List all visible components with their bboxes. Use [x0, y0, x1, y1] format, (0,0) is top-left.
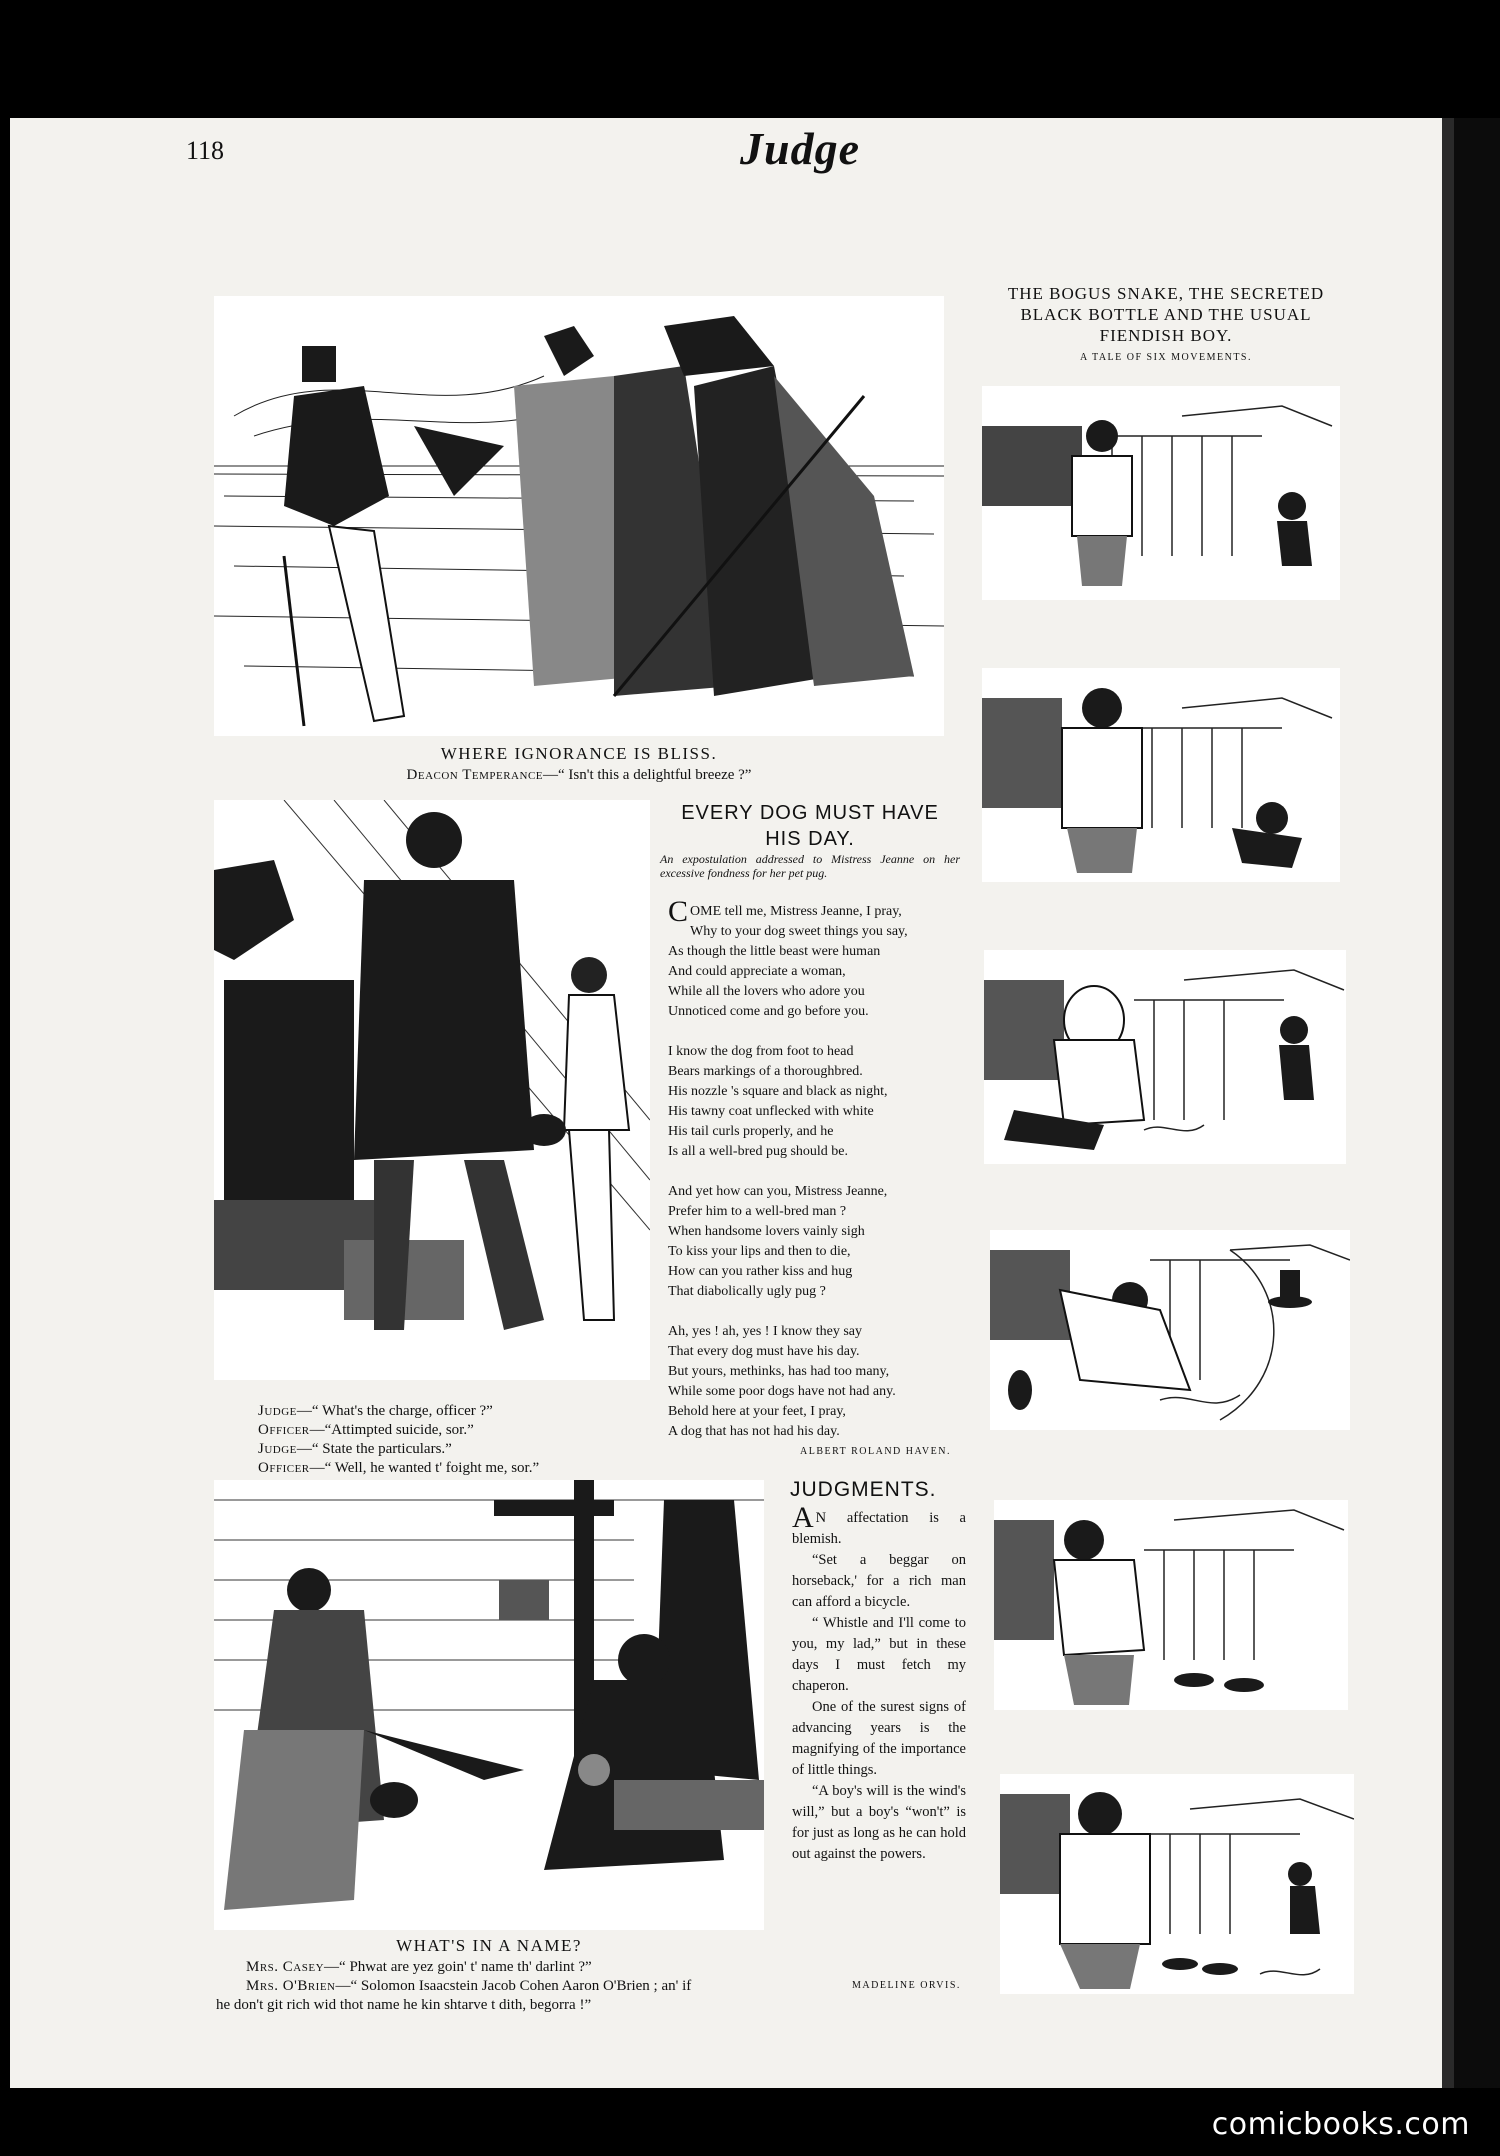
poem-line: Why to your dog sweet things you say, — [690, 924, 908, 939]
judgment-text: N affectation is a blemish. — [792, 1510, 966, 1547]
page-number: 118 — [186, 136, 225, 165]
court-text: —“ Well, he wanted t' foight me, sor.” — [309, 1460, 540, 1476]
name-text: —“ Solomon Isaacstein Jacob Cohen Aaron O'Brien ; an' if — [335, 1978, 692, 1994]
strip-title — [976, 283, 1356, 346]
poem-author: ALBERT ROLAND HAVEN. — [800, 1446, 951, 1457]
court-caption-line — [258, 1421, 678, 1440]
poem-line: How can you rather kiss and hug — [668, 1264, 853, 1279]
page-spine — [1442, 118, 1454, 2088]
poem-line-text: OME tell me, Mistress Jeanne, I pray, — [690, 904, 902, 919]
judgment-paragraph: “Set a beggar on horseback,' for a rich man can afford a bicycle. — [792, 1552, 966, 1610]
masthead-logo: Judge — [740, 123, 860, 174]
court-speaker: Officer — [258, 1460, 310, 1476]
name-caption-line: he don't git rich wid thot name he kin shtarve t dith, begorra !” — [216, 1997, 592, 2013]
poem-dropcap: C — [668, 895, 689, 928]
poem-line: But yours, methinks, has had too many, — [668, 1364, 890, 1379]
court-speaker: Judge — [258, 1441, 297, 1457]
poem-line: To kiss your lips and then to die, — [668, 1244, 851, 1259]
judgment-paragraph: “A boy's will is the wind's will,” but a boy's “won't” is for just as long as he can hold out against the powers. — [792, 1783, 966, 1862]
court-speaker: Judge — [258, 1403, 297, 1419]
poem-line: His tawny coat unflecked with white — [668, 1104, 874, 1119]
poem-subtitle: An expostulation addressed to Mistress Jeanne on her excessive fondness for her pet pug. — [660, 852, 960, 880]
strip-panel-6 — [1000, 1774, 1354, 1994]
strip-panel-4 — [990, 1230, 1350, 1430]
court-speaker: Officer — [258, 1422, 310, 1438]
poem-line: When handsome lovers vainly sigh — [668, 1224, 865, 1239]
cartoon-name-illustration — [214, 1480, 764, 1930]
poem-line: Prefer him to a well-bred man ? — [668, 1204, 847, 1219]
strip-panel-5 — [994, 1500, 1348, 1710]
strip-title-line: BLACK BOTTLE AND THE USUAL — [1020, 305, 1312, 324]
poem-body — [668, 895, 968, 1462]
judgments-author: MADELINE ORVIS. — [852, 1980, 961, 1991]
poem-line: And yet how can you, Mistress Jeanne, — [668, 1184, 888, 1199]
poem-line: His nozzle 's square and black as night, — [668, 1084, 888, 1099]
court-text: —“ State the particulars.” — [296, 1441, 452, 1457]
name-caption-line — [216, 1958, 776, 1977]
poem-line: While some poor dogs have not had any. — [668, 1384, 896, 1399]
strip-title-line: FIENDISH BOY. — [1099, 326, 1233, 345]
poem-line: And could appreciate a woman, — [668, 964, 846, 979]
poem-title-line: EVERY DOG MUST HAVE — [681, 802, 939, 824]
poem-line: As though the little beast were human — [668, 944, 881, 959]
poem-line: While all the lovers who adore you — [668, 984, 865, 999]
poem-line: Behold here at your feet, I pray, — [668, 1404, 846, 1419]
judgment-paragraph: “ Whistle and I'll come to you, my lad,” but in these days I must fetch my chaperon. — [792, 1615, 966, 1694]
strip-panel-2 — [982, 668, 1340, 882]
poem-title-line: HIS DAY. — [765, 828, 855, 850]
judgment-paragraph: One of the surest signs of advancing years is the magnifying of the importance of little things. — [792, 1699, 966, 1778]
cartoon-name-caption — [216, 1958, 776, 2015]
court-caption-line — [258, 1459, 678, 1478]
poem-title — [660, 800, 960, 852]
strip-subtitle: A TALE OF SIX MOVEMENTS. — [1080, 352, 1252, 363]
judgment-paragraph — [792, 1501, 966, 1550]
court-caption-line — [258, 1402, 678, 1421]
poem-stanza — [668, 1042, 968, 1162]
cartoon-breeze-quote: —“ Isn't this a delightful breeze ?” — [543, 767, 752, 783]
judgments-body — [792, 1501, 966, 1865]
cartoon-breeze-speaker: Deacon Temperance — [406, 767, 543, 783]
site-watermark: comicbooks.com — [1211, 2107, 1470, 2142]
poem-stanza — [668, 1182, 968, 1302]
court-text: —“Attimpted suicide, sor.” — [309, 1422, 474, 1438]
cartoon-court-caption — [258, 1402, 678, 1478]
court-text: —“ What's the charge, officer ?” — [296, 1403, 493, 1419]
cartoon-breeze-illustration — [214, 296, 944, 736]
poem-line: I know the dog from foot to head — [668, 1044, 854, 1059]
cartoon-court-illustration — [214, 800, 650, 1380]
judgments-dropcap: A — [792, 1501, 814, 1534]
page-edge — [1454, 118, 1500, 2088]
poem-line: Unnoticed come and go before you. — [668, 1004, 869, 1019]
poem-line: A dog that has not had his day. — [668, 1424, 840, 1439]
court-caption-line — [258, 1440, 678, 1459]
cartoon-name-title: WHAT'S IN A NAME? — [396, 1936, 582, 1955]
name-speaker: Mrs. O'Brien — [246, 1978, 336, 1994]
poem-line: His tail curls properly, and he — [668, 1124, 834, 1139]
poem-line: Is all a well-bred pug should be. — [668, 1144, 849, 1159]
name-speaker: Mrs. Casey — [246, 1959, 325, 1975]
strip-panel-1 — [982, 386, 1340, 600]
poem-line: That every dog must have his day. — [668, 1344, 860, 1359]
poem-stanza — [668, 1322, 968, 1442]
cartoon-breeze-caption — [214, 766, 944, 785]
judgments-title: JUDGMENTS. — [790, 1478, 937, 1501]
poem-stanza — [668, 895, 968, 1022]
cartoon-breeze-title: WHERE IGNORANCE IS BLISS. — [440, 744, 718, 763]
poem-line — [668, 895, 968, 928]
poem-line: That diabolically ugly pug ? — [668, 1284, 826, 1299]
name-caption-line — [216, 1977, 776, 1996]
poem-line: Bears markings of a thoroughbred. — [668, 1064, 863, 1079]
poem-line: Ah, yes ! ah, yes ! I know they say — [668, 1324, 863, 1339]
name-text: —“ Phwat are yez goin' t' name th' darlint ?” — [324, 1959, 592, 1975]
strip-panel-3 — [984, 950, 1346, 1164]
strip-title-line: THE BOGUS SNAKE, THE SECRETED — [1007, 284, 1325, 303]
